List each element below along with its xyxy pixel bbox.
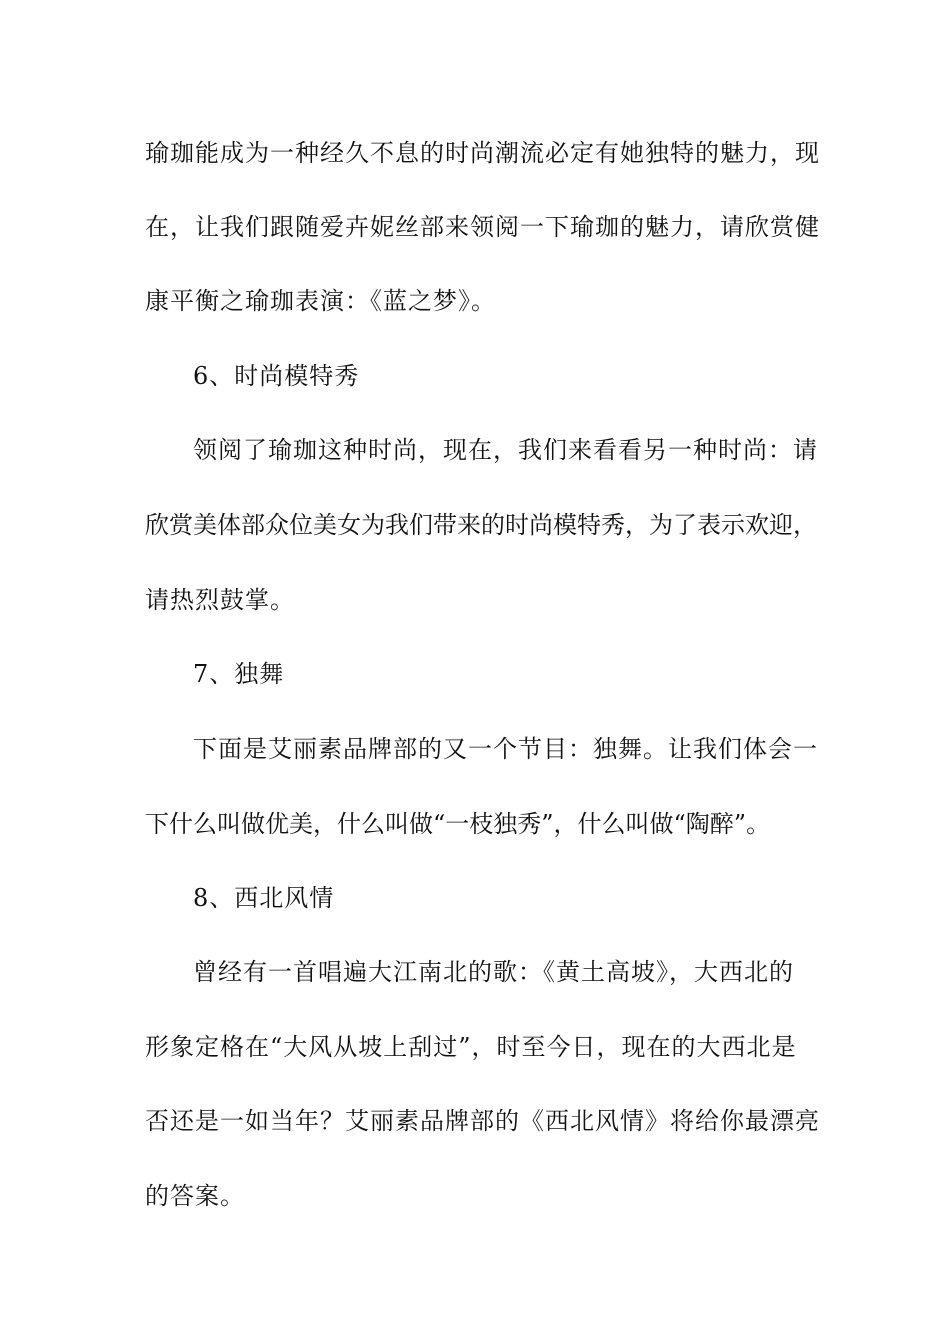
section-heading: 7、独舞 <box>193 660 285 688</box>
paragraph-line: 曾经有一首唱遍大江南北的歌：《黄土高坡》，大西北的 <box>193 958 794 986</box>
paragraph-line: 康平衡之瑜珈表演：《蓝之梦》。 <box>145 287 496 315</box>
section-heading: 8、西北风情 <box>193 884 335 912</box>
section-heading: 6、时尚模特秀 <box>193 362 360 390</box>
paragraph-line: 否还是一如当年？艾丽素品牌部的《西北风情》将给你最漂亮 <box>145 1107 820 1135</box>
paragraph-line: 瑜珈能成为一种经久不息的时尚潮流必定有她独特的魅力，现 <box>145 139 820 167</box>
paragraph-line: 在，让我们跟随爱卉妮丝部来领阅一下瑜珈的魅力，请欣赏健 <box>145 213 820 241</box>
paragraph-line: 形象定格在“大风从坡上刮过”，时至今日，现在的大西北是 <box>145 1033 797 1061</box>
paragraph-line: 下什么叫做优美，什么叫做“一枝独秀”，什么叫做“陶醉”。 <box>145 810 771 838</box>
paragraph-line: 请热烈鼓掌。 <box>145 586 295 614</box>
paragraph-line: 领阅了瑜珈这种时尚，现在，我们来看看另一种时尚：请 <box>193 436 818 464</box>
paragraph-line: 的答案。 <box>145 1182 245 1210</box>
paragraph-line: 欣赏美体部众位美女为我们带来的时尚模特秀，为了表示欢迎， <box>145 511 817 539</box>
paragraph-line: 下面是艾丽素品牌部的又一个节目：独舞。让我们体会一 <box>193 735 818 763</box>
